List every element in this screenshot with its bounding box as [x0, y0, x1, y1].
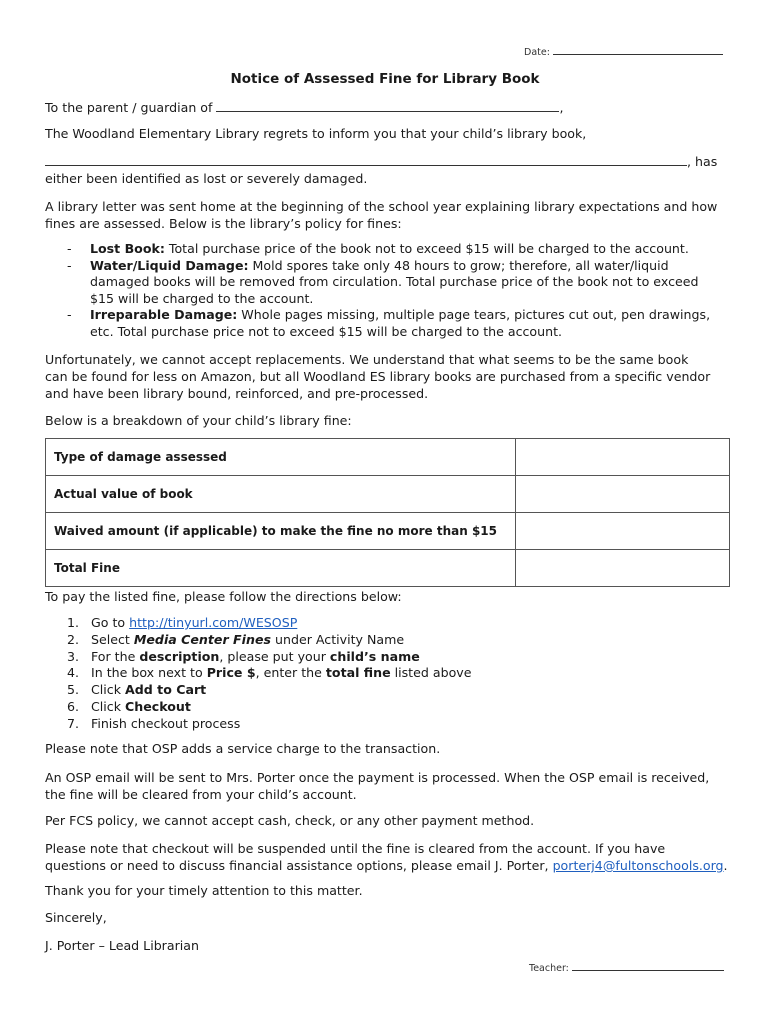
step-text: listed above — [390, 665, 472, 681]
step-emphasis: Checkout — [125, 698, 191, 714]
step-number: 1. — [67, 615, 80, 630]
step-text: In the box next to — [91, 665, 207, 681]
table-cell-label: Waived amount (if applicable) to make the fine no more than $15 — [46, 513, 516, 550]
email-link[interactable]: porterj4@fultonschools.org — [552, 858, 724, 873]
policy-text: Whole pages missing, multiple page tears, pictures cut out, pen drawings, — [237, 307, 711, 323]
step-emphasis: Media Center Fines — [133, 631, 271, 647]
step-text: , please put your — [219, 648, 330, 664]
replacements-line: can be found for less on Amazon, but all Woodland ES library books are purchased from a specific vendor — [45, 369, 711, 384]
service-charge-note: Please note that OSP adds a service charge to the transaction. — [45, 741, 441, 756]
policy-term: Irreparable Damage: — [90, 307, 238, 323]
page-title: Notice of Assessed Fine for Library Book — [230, 71, 540, 87]
table-cell-value[interactable] — [516, 550, 730, 587]
policy-intro — [45, 198, 735, 232]
suspend-end: . — [723, 858, 728, 873]
suspend-line: questions or need to discuss financial assistance options, please email J. Porter, — [45, 858, 553, 873]
step-text: Go to — [91, 615, 130, 630]
book-title-blank[interactable] — [45, 165, 687, 166]
fine-table — [45, 438, 730, 587]
list-dash: - — [67, 241, 72, 256]
pay-intro: To pay the listed fine, please follow the directions below: — [45, 589, 402, 604]
table-cell-value[interactable] — [516, 513, 730, 550]
replacements-paragraph — [45, 351, 735, 402]
replacements-line: Unfortunately, we cannot accept replacements. We understand that what seems to be the same book — [45, 352, 689, 367]
date-blank[interactable] — [553, 54, 723, 55]
step-text: Select — [91, 631, 134, 647]
list-item — [45, 307, 735, 340]
date-field[interactable] — [524, 47, 723, 58]
policy-text: etc. Total purchase price not to exceed $15 will be charged to the account. — [90, 323, 563, 339]
thanks-text: Thank you for your timely attention to this matter. — [45, 883, 363, 898]
table-cell-value[interactable] — [516, 476, 730, 513]
osp-email-line: the fine will be cleared from your child’s account. — [45, 787, 357, 802]
list-item — [45, 716, 472, 733]
step-text: For the — [91, 648, 140, 664]
salutation-suffix: , — [559, 100, 564, 115]
list-item — [45, 632, 472, 649]
list-dash: - — [67, 307, 72, 323]
step-text: Click — [91, 682, 126, 698]
breakdown-intro: Below is a breakdown of your child’s library fine: — [45, 413, 352, 428]
osp-email-paragraph — [45, 769, 735, 803]
step-text: Click — [91, 698, 126, 714]
fcs-policy: Per FCS policy, we cannot accept cash, check, or any other payment method. — [45, 813, 535, 828]
osp-email-line: An OSP email will be sent to Mrs. Porter once the payment is processed. When the OSP email is received, — [45, 770, 710, 785]
teacher-field[interactable] — [529, 963, 724, 974]
policy-intro-line1: A library letter was sent home at the beginning of the school year explaining library expectations and how — [45, 199, 718, 214]
list-dash: - — [67, 257, 72, 273]
policy-text: Total purchase price of the book not to exceed $15 will be charged to the account. — [164, 241, 689, 256]
step-number: 3. — [67, 648, 80, 664]
date-label: Date: — [524, 47, 550, 58]
policy-text: $15 will be charged to the account. — [90, 290, 314, 306]
step-text: , enter the — [255, 665, 326, 681]
table-cell-value[interactable] — [516, 439, 730, 476]
book-title-field — [45, 154, 717, 169]
policy-intro-line2: fines are assessed. Below is the library’s policy for fines: — [45, 216, 402, 231]
step-text: under Activity Name — [270, 631, 405, 647]
policy-text: damaged books will be removed from circulation. Total purchase price of the book not to exceed — [90, 274, 699, 290]
suspend-line: Please note that checkout will be suspended until the fine is cleared from the account. If you have — [45, 841, 666, 856]
step-emphasis: Price $ — [206, 665, 256, 681]
step-number: 2. — [67, 631, 80, 647]
teacher-blank[interactable] — [572, 970, 724, 971]
guardian-name-blank[interactable] — [216, 111, 559, 112]
table-cell-label: Type of damage assessed — [46, 439, 516, 476]
policy-term: Water/Liquid Damage: — [90, 257, 249, 273]
list-item — [45, 258, 735, 308]
suspend-paragraph — [45, 840, 735, 874]
step-number: 5. — [67, 682, 80, 698]
policy-list — [45, 241, 735, 341]
signature: J. Porter – Lead Librarian — [45, 938, 199, 953]
osp-link[interactable]: http://tinyurl.com/WESOSP — [129, 615, 298, 630]
table-cell-label: Total Fine — [46, 550, 516, 587]
table-row — [46, 476, 730, 513]
list-item — [45, 615, 472, 632]
list-item — [45, 682, 472, 699]
step-emphasis: total fine — [325, 665, 391, 681]
table-row — [46, 550, 730, 587]
table-row — [46, 439, 730, 476]
intro-line1: The Woodland Elementary Library regrets to inform you that your child’s library book, — [45, 126, 587, 141]
table-cell-label: Actual value of book — [46, 476, 516, 513]
step-emphasis: description — [139, 648, 220, 664]
intro-line2: either been identified as lost or severely damaged. — [45, 171, 368, 186]
salutation-text: To the parent / guardian of — [45, 100, 213, 115]
step-number: 4. — [67, 665, 80, 681]
step-number: 6. — [67, 698, 80, 714]
intro-has: , has — [687, 154, 718, 169]
policy-text: Mold spores take only 48 hours to grow; therefore, all water/liquid — [248, 257, 669, 273]
list-item — [45, 649, 472, 666]
policy-term: Lost Book: — [90, 241, 165, 256]
list-item — [45, 699, 472, 716]
salutation — [45, 100, 563, 115]
step-emphasis: child’s name — [329, 648, 420, 664]
step-emphasis: Add to Cart — [125, 682, 207, 698]
step-number: 7. — [67, 715, 80, 731]
teacher-label: Teacher: — [529, 963, 569, 974]
replacements-line: and have been library bound, reinforced, and pre-processed. — [45, 386, 429, 401]
step-text: Finish checkout process — [91, 715, 241, 731]
table-row — [46, 513, 730, 550]
list-item — [45, 241, 735, 258]
closing-text: Sincerely, — [45, 910, 107, 925]
list-item — [45, 665, 472, 682]
payment-steps — [45, 615, 472, 733]
